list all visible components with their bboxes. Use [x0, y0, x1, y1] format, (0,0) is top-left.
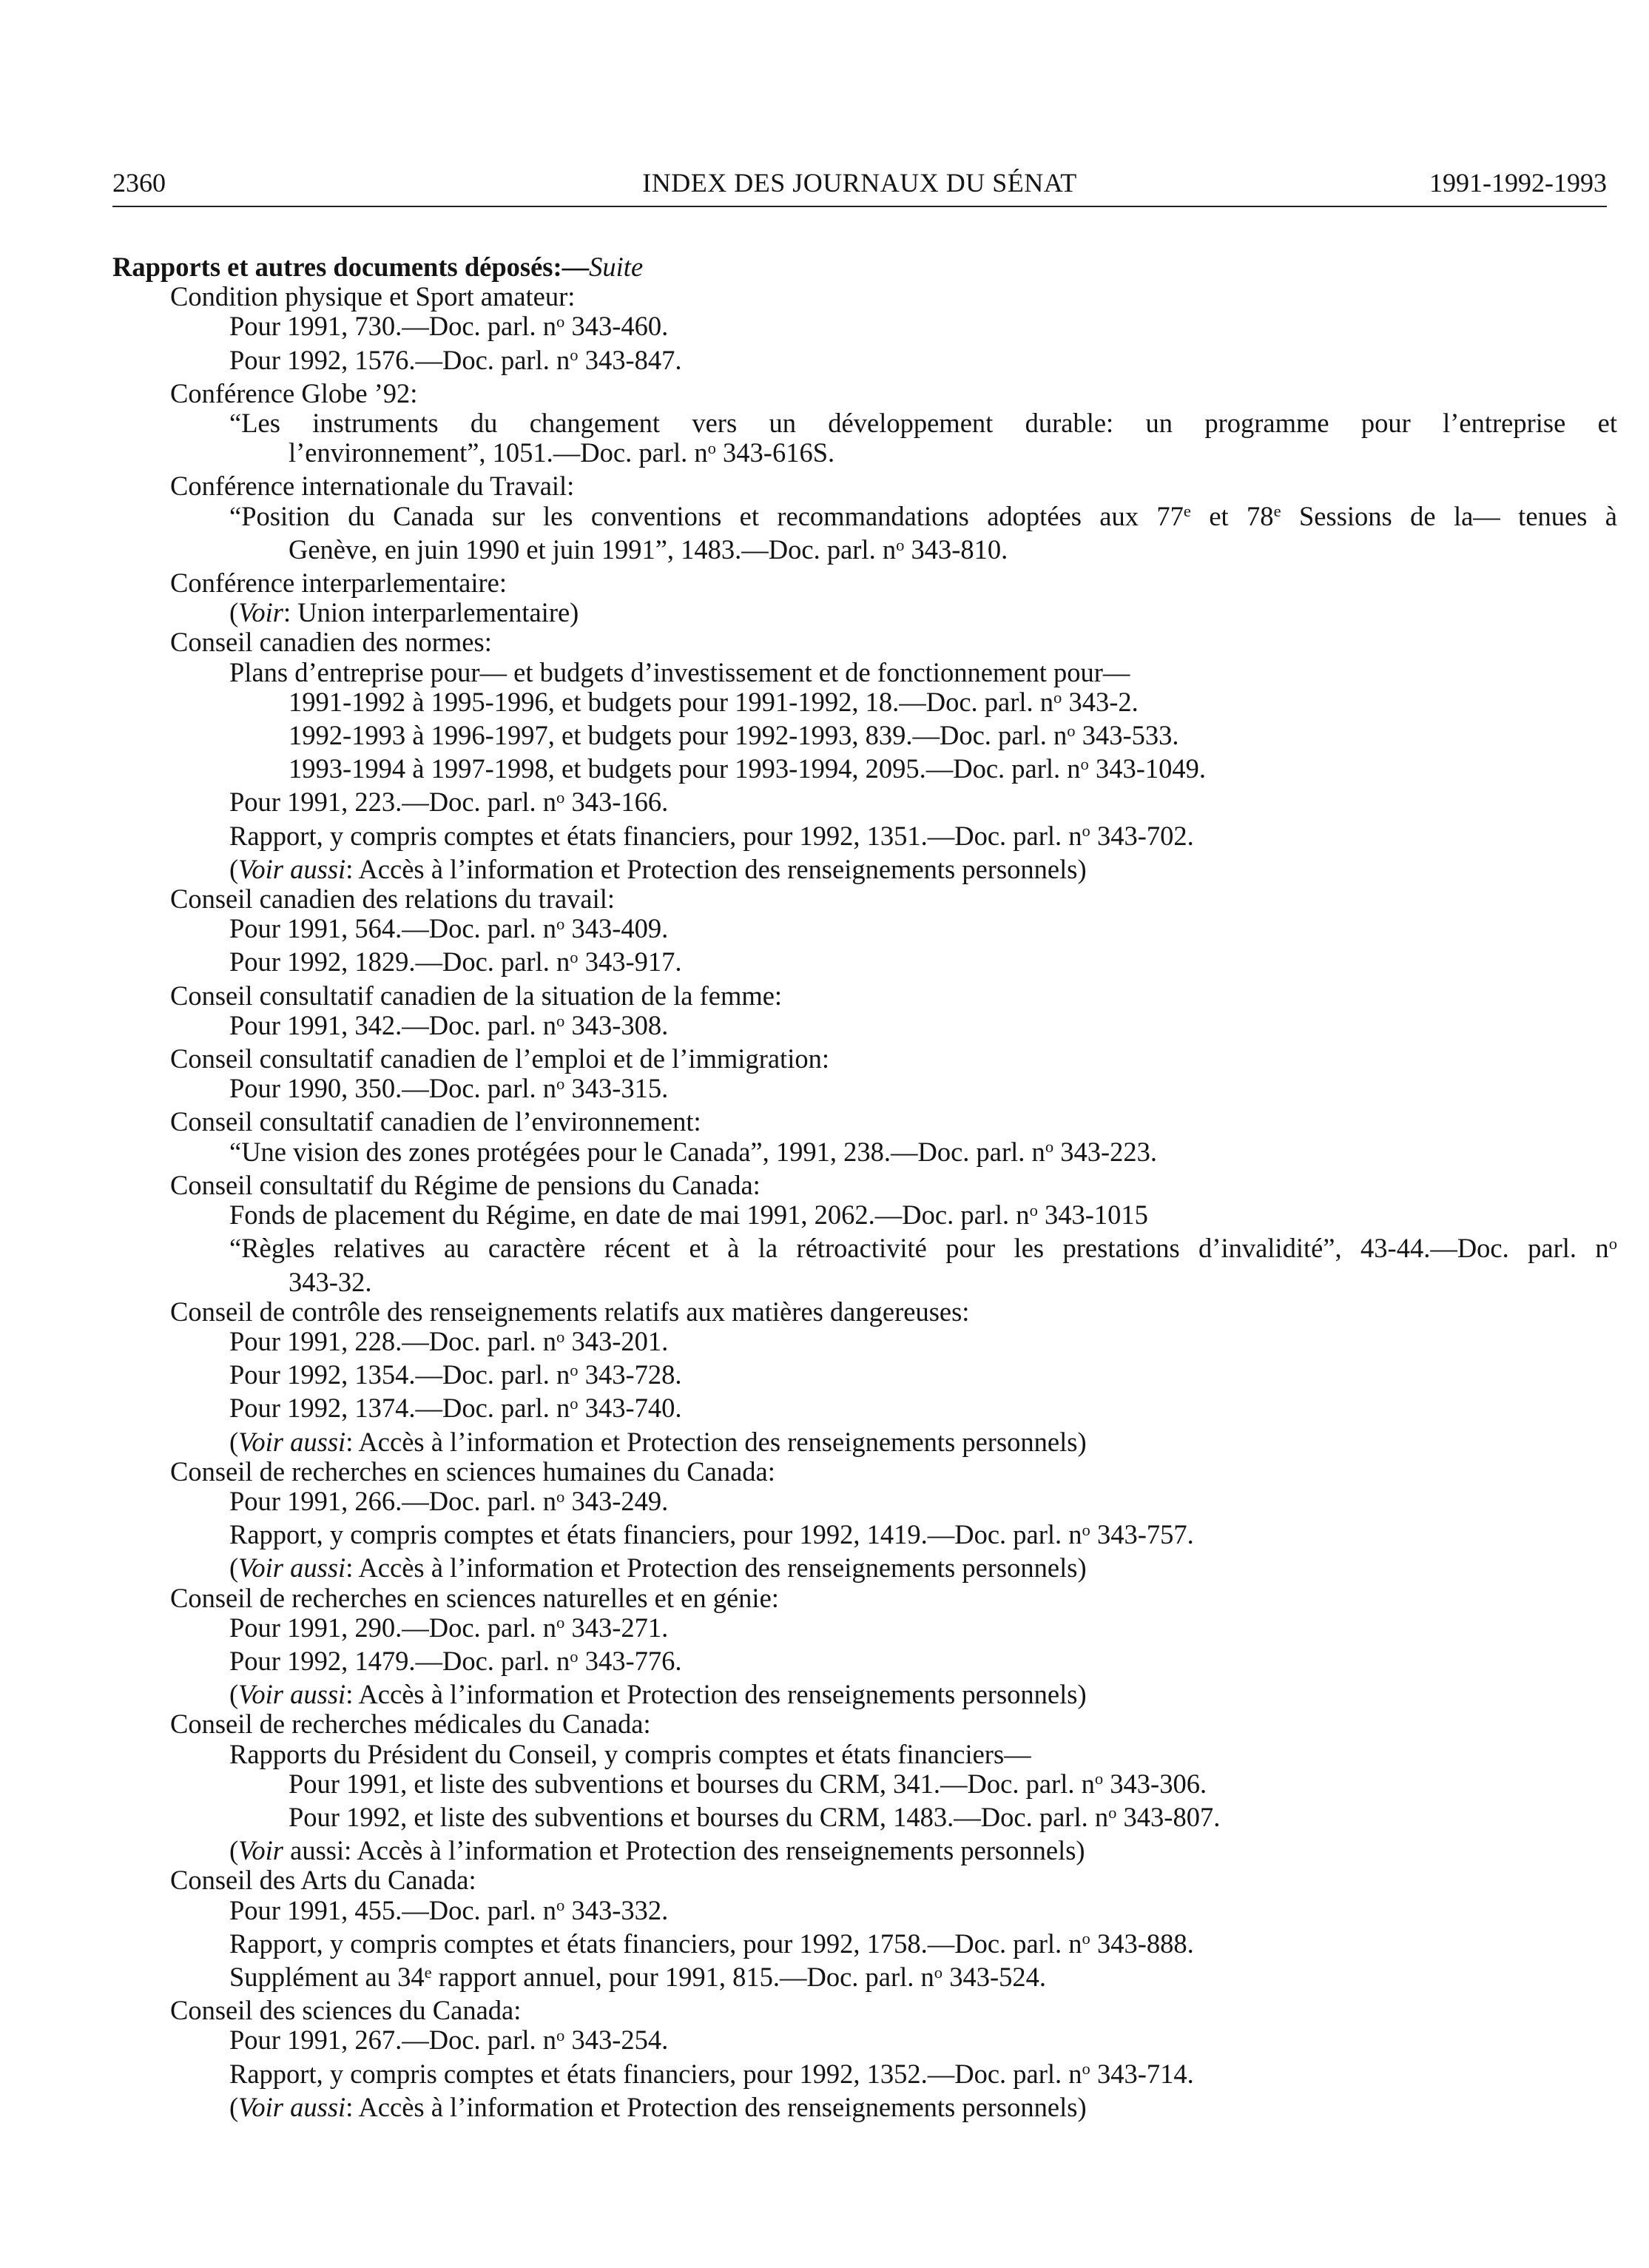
index-text: 343-714. — [1090, 2058, 1194, 2089]
index-subentry — [112, 598, 1617, 627]
index-text: e — [1273, 502, 1281, 521]
index-body — [112, 252, 1617, 2122]
index-subentry — [112, 914, 1617, 947]
index-text: Voir aussi — [238, 1679, 346, 1710]
index-text: : Accès à l’information et Protection des renseignements personnels) — [345, 1552, 1087, 1584]
index-subentry — [112, 1327, 1617, 1360]
index-text: o — [1608, 1234, 1617, 1253]
index-entry — [112, 1171, 1617, 1200]
index-subentry — [112, 658, 1617, 687]
index-subentry — [112, 408, 1617, 438]
index-subentry — [112, 1137, 1617, 1171]
index-text: ( — [229, 1835, 239, 1866]
index-text: 343-1015 — [1037, 1199, 1148, 1231]
index-text: Voir aussi — [238, 2091, 346, 2122]
index-text: Conseil de contrôle des renseignements relatifs aux matières dangereuses: — [170, 1296, 970, 1327]
index-subentry — [112, 1520, 1617, 1553]
index-subentry — [112, 2025, 1617, 2059]
index-subentry — [112, 1929, 1617, 1962]
index-text: Pour 1991, 455.—Doc. parl. n — [229, 1894, 557, 1925]
index-subentry — [112, 1769, 1617, 1803]
index-entry — [112, 884, 1617, 914]
index-text: Conseil consultatif canadien de l’environnement: — [170, 1106, 701, 1137]
index-text: 343-409. — [564, 913, 669, 944]
index-text: Supplément au 34 — [229, 1961, 425, 1992]
index-entry — [112, 471, 1617, 501]
index-subentry — [112, 1680, 1617, 1709]
index-text: o — [1082, 2059, 1090, 2079]
index-entry — [112, 1044, 1617, 1074]
index-text: o — [556, 914, 565, 933]
index-text: 343-728. — [578, 1359, 682, 1390]
index-text: 343-888. — [1090, 1928, 1194, 1959]
index-text: Pour 1991, et liste des subventions et bourses du CRM, 341.—Doc. parl. n — [289, 1768, 1095, 1799]
index-text: 343-271. — [564, 1612, 669, 1643]
index-entry — [112, 1996, 1617, 2025]
index-entry — [112, 282, 1617, 312]
index-text: Pour 1991, 342.—Doc. parl. n — [229, 1009, 557, 1040]
index-text: Genève, en juin 1990 et juin 1991”, 1483.—Doc. parl. n — [289, 534, 897, 565]
index-text: Conseil des Arts du Canada: — [170, 1865, 476, 1896]
index-text: Pour 1991, 564.—Doc. parl. n — [229, 913, 557, 944]
index-text: o — [934, 1962, 943, 1982]
index-text: o — [570, 1394, 579, 1413]
index-text: 343-702. — [1090, 820, 1194, 851]
index-entry — [112, 1297, 1617, 1327]
index-subentry — [112, 535, 1617, 568]
index-text: Rapport, y compris comptes et états financiers, pour 1992, 1758.—Doc. parl. n — [229, 1928, 1082, 1959]
index-text: Rapport, y compris comptes et états financiers, pour 1992, 1351.—Doc. parl. n — [229, 820, 1082, 851]
index-subentry — [112, 1393, 1617, 1427]
index-text: 343-533. — [1075, 720, 1179, 751]
index-text: ( — [229, 1679, 239, 1710]
index-subentry — [112, 1836, 1617, 1865]
index-entry — [112, 379, 1617, 408]
index-text: Pour 1990, 350.—Doc. parl. n — [229, 1073, 557, 1104]
index-text: 343-223. — [1053, 1136, 1158, 1167]
index-text: Conseil canadien des relations du travail: — [170, 884, 616, 915]
index-subentry — [112, 312, 1617, 345]
index-subentry — [112, 1268, 1617, 1297]
index-text: “Règles relatives au caractère récent et à la rétroactivité pour les prestations d’invalidité”, 43-44.—Doc. parl. n — [229, 1233, 1609, 1264]
index-entry — [112, 1107, 1617, 1137]
index-text: Pour 1991, 730.—Doc. parl. n — [229, 311, 557, 342]
index-text: Pour 1991, 267.—Doc. parl. n — [229, 2025, 557, 2056]
index-subentry — [112, 1011, 1617, 1044]
index-entry — [112, 1457, 1617, 1487]
index-text: Rapports du Président du Conseil, y compris comptes et états financiers— — [229, 1738, 1031, 1769]
index-text: rapport annuel, pour 1991, 815.—Doc. parl. n — [431, 1961, 934, 1992]
index-text: Pour 1992, 1829.—Doc. parl. n — [229, 946, 570, 977]
index-text: Plans d’entreprise pour— et budgets d’investissement et de fonctionnement pour— — [229, 656, 1130, 687]
index-text: 1991-1992 à 1995-1996, et budgets pour 1991-1992, 18.—Doc. parl. n — [289, 686, 1054, 717]
index-text: 343-166. — [564, 787, 669, 818]
index-text: o — [556, 1074, 565, 1093]
index-text: “Position du Canada sur les conventions et recommandations adoptées aux 77 — [229, 500, 1184, 531]
index-subentry — [112, 1234, 1617, 1267]
index-subentry — [112, 1074, 1617, 1107]
index-subentry — [112, 346, 1617, 379]
index-subentry — [112, 721, 1617, 754]
index-text: Pour 1992, 1479.—Doc. parl. n — [229, 1645, 570, 1676]
index-text: o — [1082, 1929, 1090, 1948]
index-text: Sessions de la— tenues à — [1281, 500, 1618, 531]
index-text: Conseil consultatif canadien de la situation de la femme: — [170, 980, 783, 1011]
index-text: 343-32. — [289, 1266, 372, 1297]
index-text: Voir aussi — [238, 853, 346, 884]
index-text: Voir aussi — [238, 1552, 346, 1584]
index-text: 343-810. — [904, 534, 1008, 565]
index-subentry — [112, 855, 1617, 884]
page-title: INDEX DES JOURNAUX DU SÉNAT — [642, 168, 1077, 198]
index-text: 343-2. — [1062, 686, 1139, 717]
index-text: Voir — [238, 597, 284, 628]
index-text: Voir aussi — [238, 1426, 346, 1457]
index-text: : Accès à l’information et Protection des renseignements personnels) — [345, 1679, 1087, 1710]
index-entry — [112, 1584, 1617, 1613]
index-subentry — [112, 1962, 1617, 1996]
index-text: 343-306. — [1103, 1768, 1207, 1799]
index-text: Pour 1992, et liste des subventions et bourses du CRM, 1483.—Doc. parl. n — [289, 1801, 1109, 1832]
index-text: aussi: Accès à l’information et Protection des renseignements personnels) — [283, 1835, 1085, 1866]
index-text: 343-1049. — [1088, 753, 1206, 784]
index-text: “Une vision des zones protégées pour le Canada”, 1991, 238.—Doc. parl. n — [229, 1136, 1045, 1167]
index-text: 343-776. — [578, 1645, 682, 1676]
index-text: o — [1082, 821, 1090, 841]
index-text: 1992-1993 à 1996-1997, et budgets pour 1992-1993, 839.—Doc. parl. n — [289, 720, 1068, 751]
index-text: e — [424, 1962, 432, 1982]
index-subentry — [112, 2059, 1617, 2093]
index-subentry — [112, 1200, 1617, 1234]
index-text: 343-201. — [564, 1325, 669, 1356]
index-text: “Les instruments du changement vers un développement durable: un programme pour l’entreprise et — [229, 408, 1617, 439]
index-text: o — [570, 346, 579, 365]
index-text: o — [896, 535, 905, 554]
index-text: 343-332. — [564, 1894, 669, 1925]
index-entry — [112, 1709, 1617, 1739]
index-text: o — [556, 1487, 565, 1506]
index-text: Pour 1992, 1576.—Doc. parl. n — [229, 344, 570, 375]
index-subentry — [112, 1487, 1617, 1520]
page-number: 2360 — [112, 168, 166, 198]
index-text: o — [1080, 754, 1089, 773]
index-text: Conseil canadien des normes: — [170, 627, 492, 658]
index-text: o — [1082, 1520, 1090, 1539]
index-text: 343-254. — [564, 2025, 669, 2056]
index-text: Pour 1991, 223.—Doc. parl. n — [229, 787, 557, 818]
index-text: 343-524. — [942, 1961, 1046, 1992]
index-text: et 78 — [1190, 500, 1274, 531]
index-text: ( — [229, 2091, 239, 2122]
index-text: Voir — [238, 1835, 284, 1866]
header-rule — [112, 206, 1607, 207]
index-subentry — [112, 947, 1617, 980]
header-years: 1991-1992-1993 — [1429, 168, 1607, 198]
index-text: 343-308. — [564, 1009, 669, 1040]
index-text: Conseil de recherches en sciences naturelles et en génie: — [170, 1582, 779, 1613]
index-subentry — [112, 787, 1617, 821]
index-subentry — [112, 2093, 1617, 2122]
index-text: Suite — [589, 252, 644, 282]
index-text: Conférence interparlementaire: — [170, 568, 507, 599]
index-text: 343-460. — [564, 311, 669, 342]
index-text: Conseil consultatif canadien de l’emploi et de l’immigration: — [170, 1043, 829, 1074]
index-text: Conseil consultatif du Régime de pensions du Canada: — [170, 1169, 761, 1200]
index-text: o — [556, 312, 565, 332]
index-heading — [112, 252, 1617, 282]
index-text: Rapports et autres documents déposés:— — [112, 252, 590, 282]
index-text: : Accès à l’information et Protection des renseignements personnels) — [345, 2091, 1087, 2122]
index-text: ( — [229, 853, 239, 884]
index-text: 1993-1994 à 1997-1998, et budgets pour 1993-1994, 2095.—Doc. parl. n — [289, 753, 1081, 784]
index-text: o — [1053, 687, 1062, 707]
index-subentry — [112, 1803, 1617, 1836]
index-text: Rapport, y compris comptes et états financiers, pour 1992, 1419.—Doc. parl. n — [229, 1519, 1082, 1550]
index-text: Pour 1991, 266.—Doc. parl. n — [229, 1485, 557, 1516]
index-subentry — [112, 1896, 1617, 1929]
index-text: o — [556, 1327, 565, 1346]
index-text: Conseil de recherches en sciences humaines du Canada: — [170, 1456, 775, 1487]
index-text: o — [556, 1011, 565, 1030]
index-subentry — [112, 1613, 1617, 1646]
index-text: 343-807. — [1116, 1801, 1221, 1832]
index-text: o — [1029, 1200, 1038, 1219]
index-subentry — [112, 1360, 1617, 1393]
index-text: o — [556, 788, 565, 807]
index-text: 343-616S. — [715, 437, 835, 468]
index-text: 343-847. — [578, 344, 682, 375]
index-text: Fonds de placement du Régime, en date de mai 1991, 2062.—Doc. parl. n — [229, 1199, 1030, 1231]
index-text: o — [556, 1613, 565, 1632]
index-text: o — [707, 438, 716, 457]
index-entry — [112, 981, 1617, 1011]
index-text: 343-249. — [564, 1485, 669, 1516]
index-text: 343-740. — [578, 1393, 682, 1424]
index-text: e — [1183, 502, 1191, 521]
index-text: o — [1067, 721, 1076, 740]
index-subentry — [112, 1740, 1617, 1769]
index-subentry — [112, 1553, 1617, 1583]
index-text: Rapport, y compris comptes et états financiers, pour 1992, 1352.—Doc. parl. n — [229, 2058, 1082, 2089]
index-subentry — [112, 754, 1617, 787]
index-text: o — [570, 948, 579, 967]
index-text: o — [556, 1896, 565, 1915]
index-text: Pour 1992, 1354.—Doc. parl. n — [229, 1359, 570, 1390]
index-text: o — [570, 1646, 579, 1666]
index-subentry — [112, 821, 1617, 855]
index-text: o — [1108, 1803, 1117, 1822]
index-subentry — [112, 438, 1617, 471]
index-text: ( — [229, 1426, 239, 1457]
index-text: 343-757. — [1090, 1519, 1194, 1550]
index-entry — [112, 1865, 1617, 1895]
index-text: : Accès à l’information et Protection des renseignements personnels) — [345, 1426, 1087, 1457]
index-text: o — [570, 1360, 579, 1379]
index-text: Pour 1991, 290.—Doc. parl. n — [229, 1612, 557, 1643]
index-text: Conférence internationale du Travail: — [170, 471, 575, 502]
index-text: o — [1045, 1137, 1054, 1157]
index-text: Conseil des sciences du Canada: — [170, 1995, 522, 2026]
index-text: : Union interparlementaire) — [283, 597, 579, 628]
index-entry — [112, 627, 1617, 657]
index-text: 343-917. — [578, 946, 682, 977]
index-text: o — [1094, 1769, 1104, 1789]
index-text: Conférence Globe ’92: — [170, 377, 418, 408]
index-text: Conseil de recherches médicales du Canada: — [170, 1709, 651, 1740]
index-subentry — [112, 1427, 1617, 1457]
index-text: : Accès à l’information et Protection des renseignements personnels) — [345, 853, 1087, 884]
index-text: ( — [229, 1552, 239, 1584]
index-text: Condition physique et Sport amateur: — [170, 281, 576, 312]
index-subentry — [112, 1646, 1617, 1680]
index-text: l’environnement”, 1051.—Doc. parl. n — [289, 437, 708, 468]
index-entry — [112, 568, 1617, 598]
index-text: Pour 1991, 228.—Doc. parl. n — [229, 1325, 557, 1356]
index-subentry — [112, 502, 1617, 535]
index-text: ( — [229, 597, 239, 628]
index-subentry — [112, 687, 1617, 721]
index-text: 343-315. — [564, 1073, 669, 1104]
index-text: Pour 1992, 1374.—Doc. parl. n — [229, 1393, 570, 1424]
index-text: o — [556, 2026, 565, 2045]
running-header — [112, 164, 1607, 201]
